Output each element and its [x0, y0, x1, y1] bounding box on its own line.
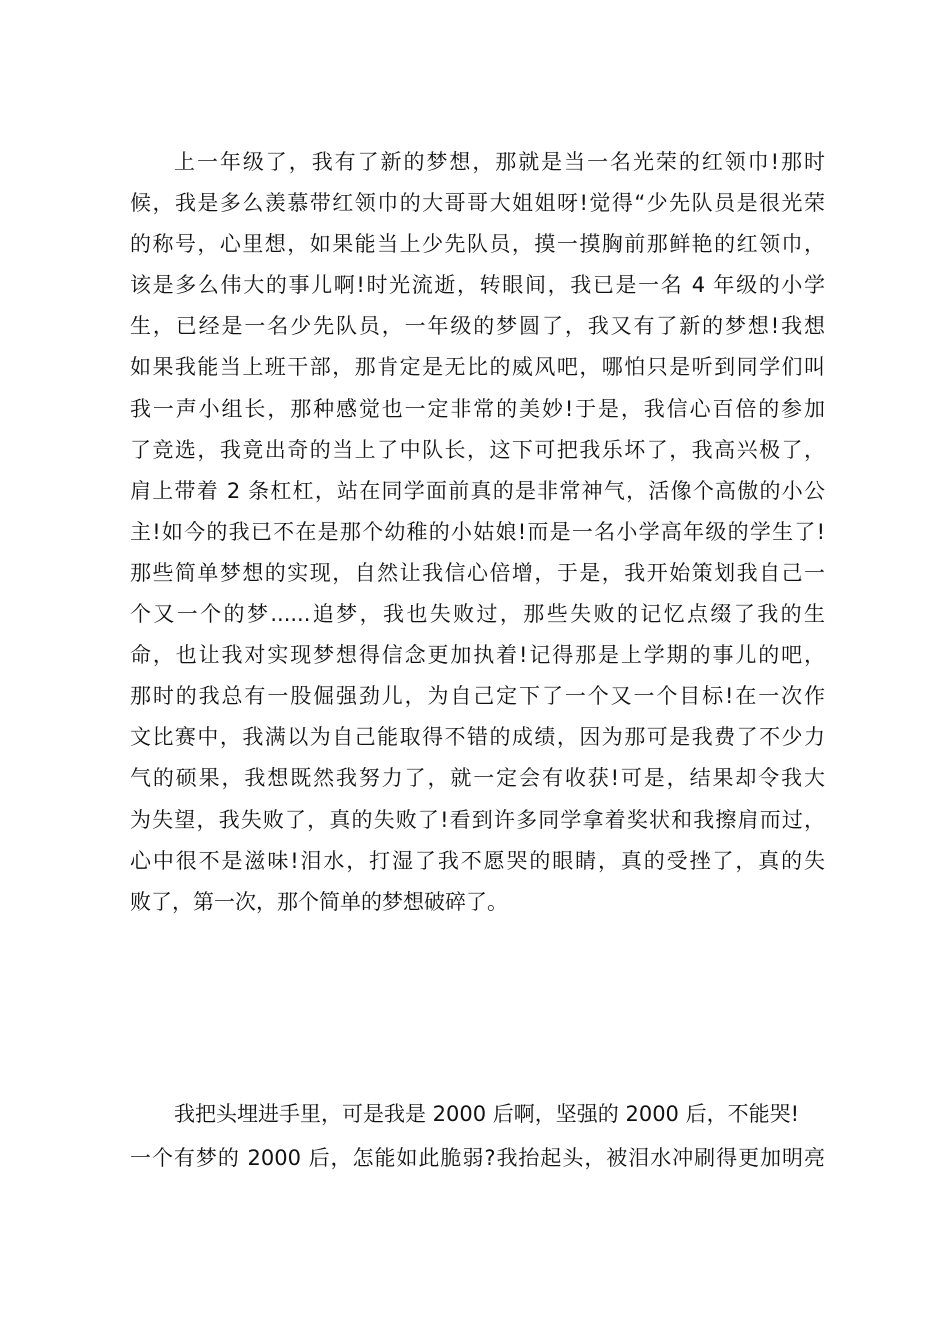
text-line: 的称号，心里想，如果能当上少先队员，摸一摸胸前那鲜艳的红领巾， — [130, 232, 825, 257]
text-line: 命，也让我对实现梦想得信念更加执着!记得那是上学期的事儿的吧， — [130, 643, 825, 668]
paragraph-1 — [130, 142, 825, 923]
text-line: 生，已经是一名少先队员，一年级的梦圆了，我又有了新的梦想!我想 — [130, 314, 825, 339]
text-line: 个又一个的梦......追梦，我也失败过，那些失败的记忆点缀了我的生 — [130, 602, 825, 627]
text-line: 败了，第一次，那个简单的梦想破碎了。 — [130, 889, 508, 914]
text-line: 如果我能当上班干部，那肯定是无比的威风吧，哪怕只是听到同学们叫 — [130, 355, 825, 380]
text-line: 心中很不是滋味!泪水，打湿了我不愿哭的眼睛，真的受挫了，真的失 — [130, 848, 825, 873]
text-line: 气的硕果，我想既然我努力了，就一定会有收获!可是，结果却令我大 — [130, 766, 825, 791]
text-line: 我一声小组长，那种感觉也一定非常的美妙!于是，我信心百倍的参加 — [130, 396, 825, 421]
text-line: 了竞选，我竟出奇的当上了中队长，这下可把我乐坏了，我高兴极了， — [130, 437, 825, 462]
text-line: 肩上带着 2 条杠杠，站在同学面前真的是非常神气，活像个高傲的小公 — [130, 478, 825, 503]
text-line: 文比赛中，我满以为自己能取得不错的成绩，因为那可是我费了不少力 — [130, 725, 825, 750]
text-line: 上一年级了，我有了新的梦想，那就是当一名光荣的红领巾!那时 — [174, 150, 825, 174]
paragraph-2 — [130, 1092, 825, 1180]
text-line: 我把头埋进手里，可是我是 2000 后啊，坚强的 2000 后，不能哭! — [174, 1102, 800, 1126]
text-line: 那时的我总有一股倔强劲儿，为自己定下了一个又一个目标!在一次作 — [130, 684, 825, 709]
text-line: 那些简单梦想的实现，自然让我信心倍增，于是，我开始策划我自己一 — [130, 560, 825, 585]
text-line: 为失望，我失败了，真的失败了!看到许多同学拿着奖状和我擦肩而过， — [130, 807, 825, 832]
text-line: 候，我是多么羡慕带红领巾的大哥哥大姐姐呀!觉得“少先队员是很光荣 — [130, 191, 825, 216]
text-line: 该是多么伟大的事儿啊!时光流逝，转眼间，我已是一名 4 年级的小学 — [130, 273, 825, 298]
text-line: 主!如今的我已不在是那个幼稚的小姑娘!而是一名小学高年级的学生了! — [130, 519, 825, 544]
text-line: 一个有梦的 2000 后，怎能如此脆弱?我抬起头，被泪水冲刷得更加明亮 — [130, 1146, 825, 1170]
